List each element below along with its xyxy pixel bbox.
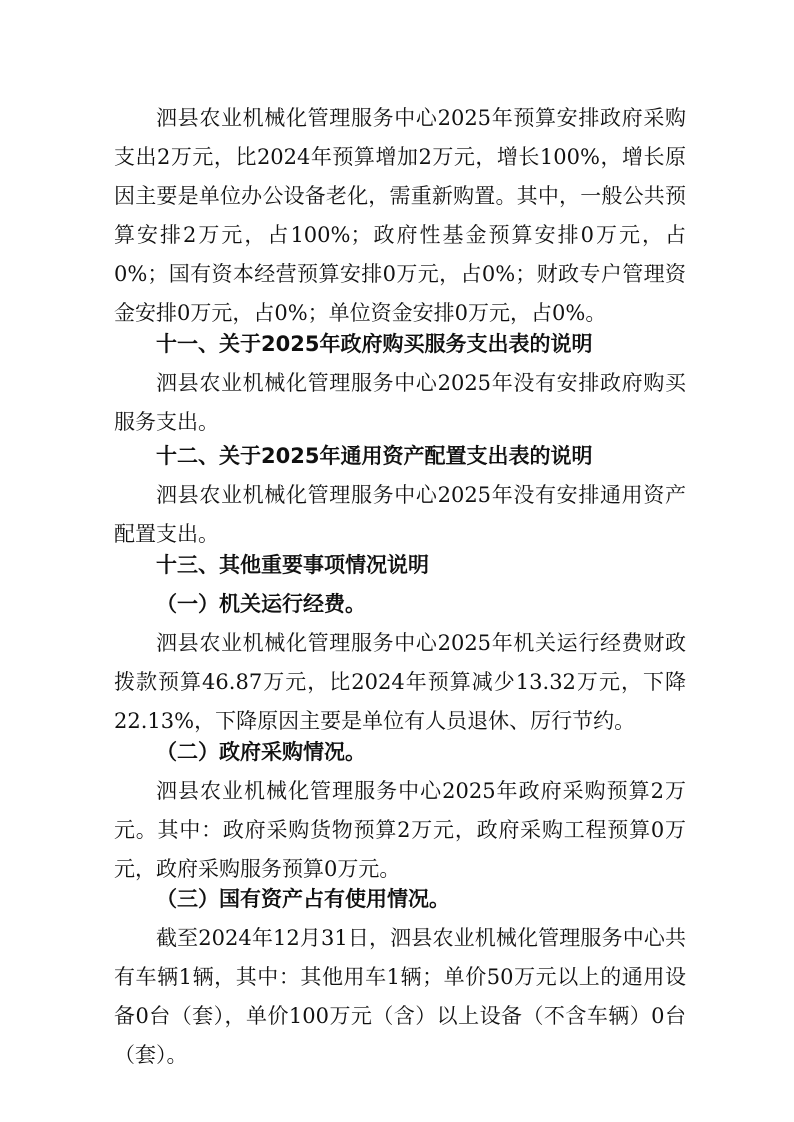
paragraph-procurement-budget: 泗县农业机械化管理服务中心2025年预算安排政府采购支出2万元，比2024年预算增加2万元，增长100%，增长原因主要是单位办公设备老化，需重新购置。其中，一般公共预算安排2万元，占100%；政府性基金预算安排0万元，占0%；国有资本经营预算安排0万元，占0%；财政专户管理资金安排0万元，占0%；单位资金安排0万元，占0%。 [114,106,686,325]
heading-state-assets: （三）国有资产占有使用情况。 [156,887,450,911]
heading-section-13: 十三、其他重要事项情况说明 [156,553,429,577]
heading-operating-funds: （一）机关运行经费。 [156,592,366,616]
paragraph-operating-funds: 泗县农业机械化管理服务中心2025年机关运行经费财政拨款预算46.87万元，比2024年预算减少13.32万元，下降22.13%，下降原因主要是单位有人员退休、厉行节约。 [114,631,686,733]
paragraph-government-procurement: 泗县农业机械化管理服务中心2025年政府采购预算2万元。其中：政府采购货物预算2万元，政府采购工程预算0万元，政府采购服务预算0万元。 [114,779,686,881]
paragraph-service-purchase: 泗县农业机械化管理服务中心2025年没有安排政府购买服务支出。 [114,371,686,434]
paragraph-asset-allocation: 泗县农业机械化管理服务中心2025年没有安排通用资产配置支出。 [114,483,686,546]
heading-section-11: 十一、关于2025年政府购买服务支出表的说明 [156,332,593,356]
heading-government-procurement: （二）政府采购情况。 [156,740,366,764]
paragraph-state-assets: 截至2024年12月31日，泗县农业机械化管理服务中心共有车辆1辆，其中：其他用车1辆；单价50万元以上的通用设备0台（套），单价100万元（含）以上设备（不含车辆）0台（套）。 [114,926,686,1067]
heading-section-12: 十二、关于2025年通用资产配置支出表的说明 [156,444,593,468]
